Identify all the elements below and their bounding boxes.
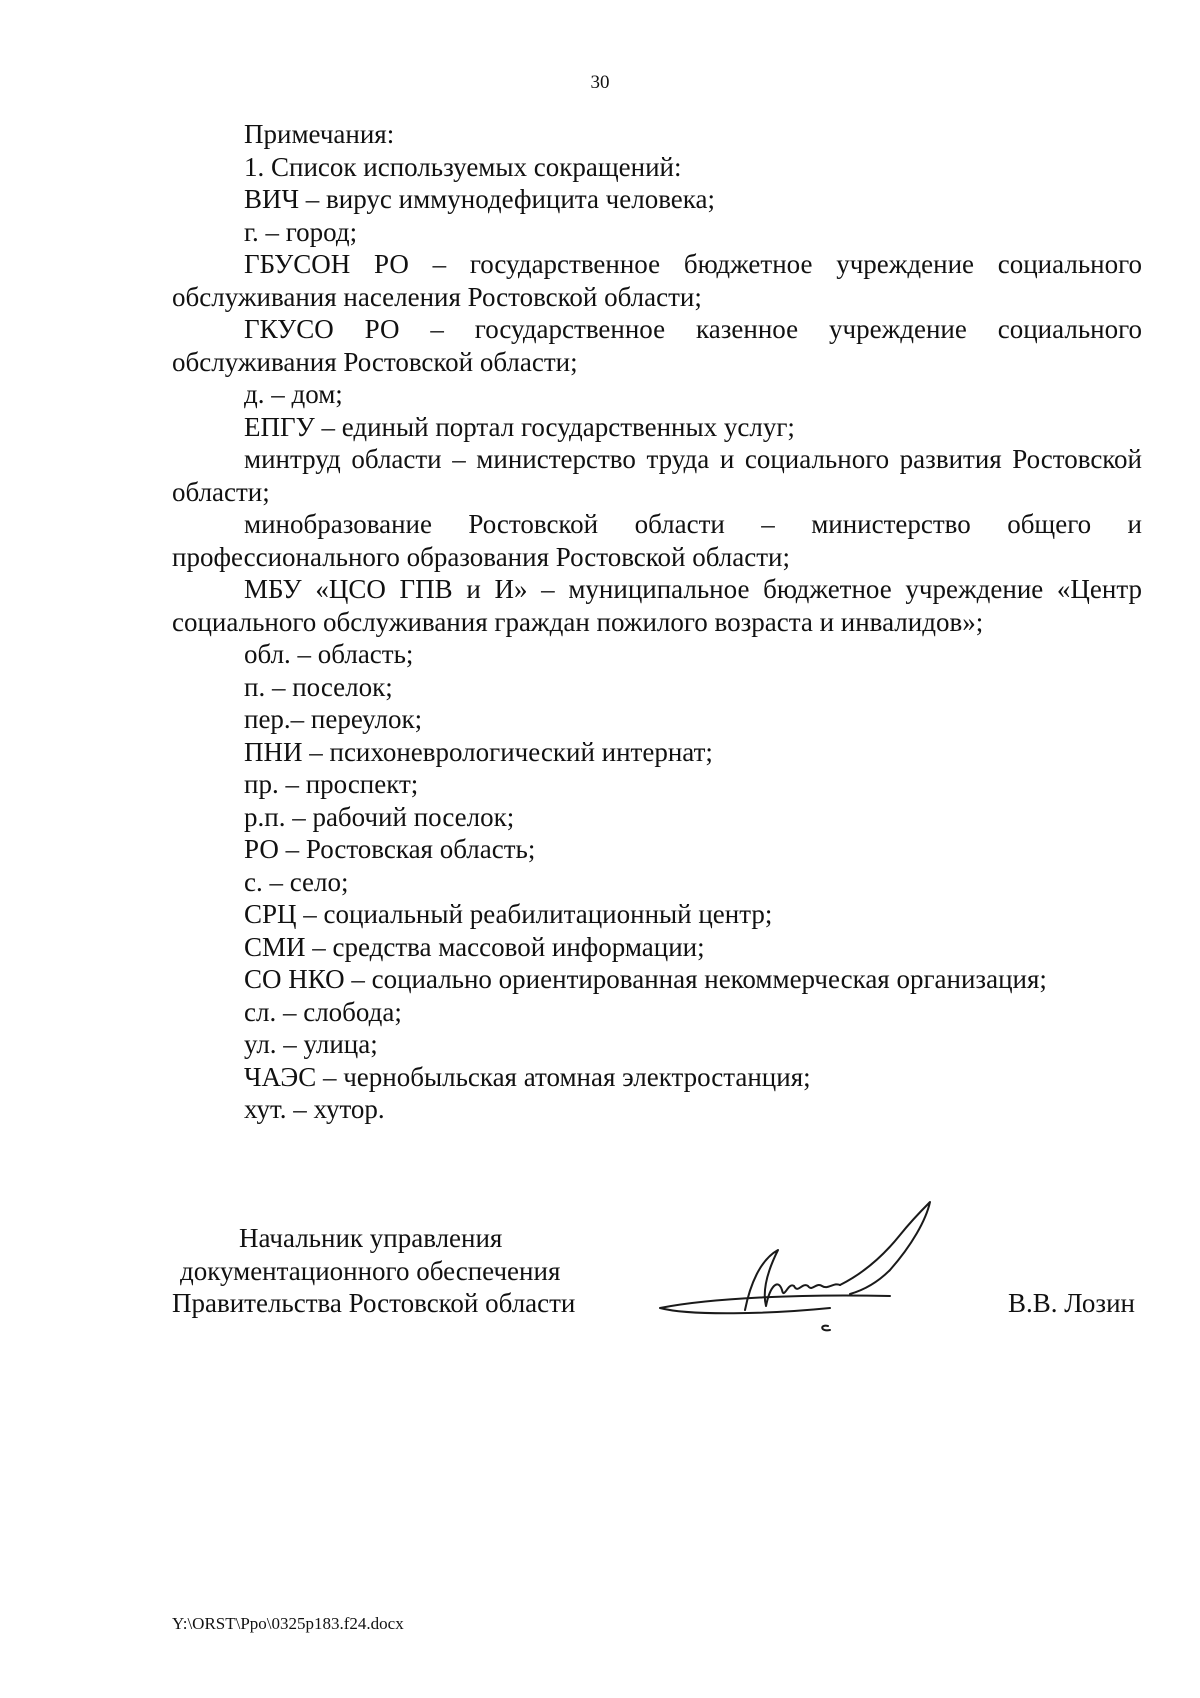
abbreviation-item: г. – город; <box>244 216 358 247</box>
abbreviation-item: пер.– переулок; <box>244 704 423 734</box>
abbreviation-item: минобразование Ростовской области – министерство общего и профессионального образования Ростовской области; <box>172 509 1142 572</box>
abbreviation-item: д. – дом; <box>244 379 343 409</box>
abbreviation-item: р.п. – рабочий поселок; <box>244 801 515 832</box>
abbreviation-item: МБУ «ЦСО ГПВ и И» – муниципальное бюджетное учреждение «Центр социального обслуживания граждан пожилого возраста и инвалидов»; <box>172 574 1142 637</box>
abbreviation-item: хут. – хутор. <box>244 1094 385 1124</box>
notes-heading: Примечания: <box>244 119 395 149</box>
abbreviation-item: ПНИ – психоневрологический интернат; <box>244 736 713 767</box>
abbreviation-item: минтруд области – министерство труда и социального развития Ростовской области; <box>172 444 1142 507</box>
handwritten-signature <box>650 1190 980 1340</box>
abbreviations-list-title: 1. Список используемых сокращений: <box>244 151 682 182</box>
footer-file-path: Y:\ORST\Ppo\0325p183.f24.docx <box>172 1614 404 1633</box>
abbreviation-item: РО – Ростовская область; <box>244 834 536 864</box>
page-number: 30 <box>590 72 610 93</box>
abbreviation-item: СРЦ – социальный реабилитационный центр; <box>244 899 773 929</box>
abbreviation-item: сл. – слобода; <box>244 996 402 1027</box>
abbreviation-item: СО НКО – социально ориентированная некоммерческая организация; <box>244 964 1047 994</box>
notes-section <box>172 118 1142 1126</box>
abbreviation-item: ЧАЭС – чернобыльская атомная электростанция; <box>244 1061 811 1092</box>
signer-name: В.В. Лозин <box>1008 1288 1135 1318</box>
abbreviation-item: СМИ – средства массовой информации; <box>244 931 705 962</box>
abbreviation-item: обл. – область; <box>244 639 414 669</box>
abbreviation-item: п. – поселок; <box>244 671 393 702</box>
abbreviation-item: ЕПГУ – единый портал государственных услуг; <box>244 411 795 442</box>
abbreviation-item: ГБУСОН РО – государственное бюджетное учреждение социального обслуживания населения Ростовской области; <box>172 249 1142 312</box>
abbreviation-item: ВИЧ – вирус иммунодефицита человека; <box>244 184 715 214</box>
abbreviation-item: с. – село; <box>244 866 349 897</box>
abbreviation-item: пр. – проспект; <box>244 769 419 799</box>
signatory-title-line: Начальник управления <box>239 1223 503 1253</box>
abbreviation-item: ГКУСО РО – государственное казенное учреждение социального обслуживания Ростовской области; <box>172 314 1142 377</box>
signatory-title-line: Правительства Ростовской области <box>172 1288 576 1318</box>
signatory-title <box>172 1222 732 1320</box>
abbreviation-item: ул. – улица; <box>244 1029 378 1059</box>
signatory-title-line: документационного обеспечения <box>180 1255 561 1286</box>
